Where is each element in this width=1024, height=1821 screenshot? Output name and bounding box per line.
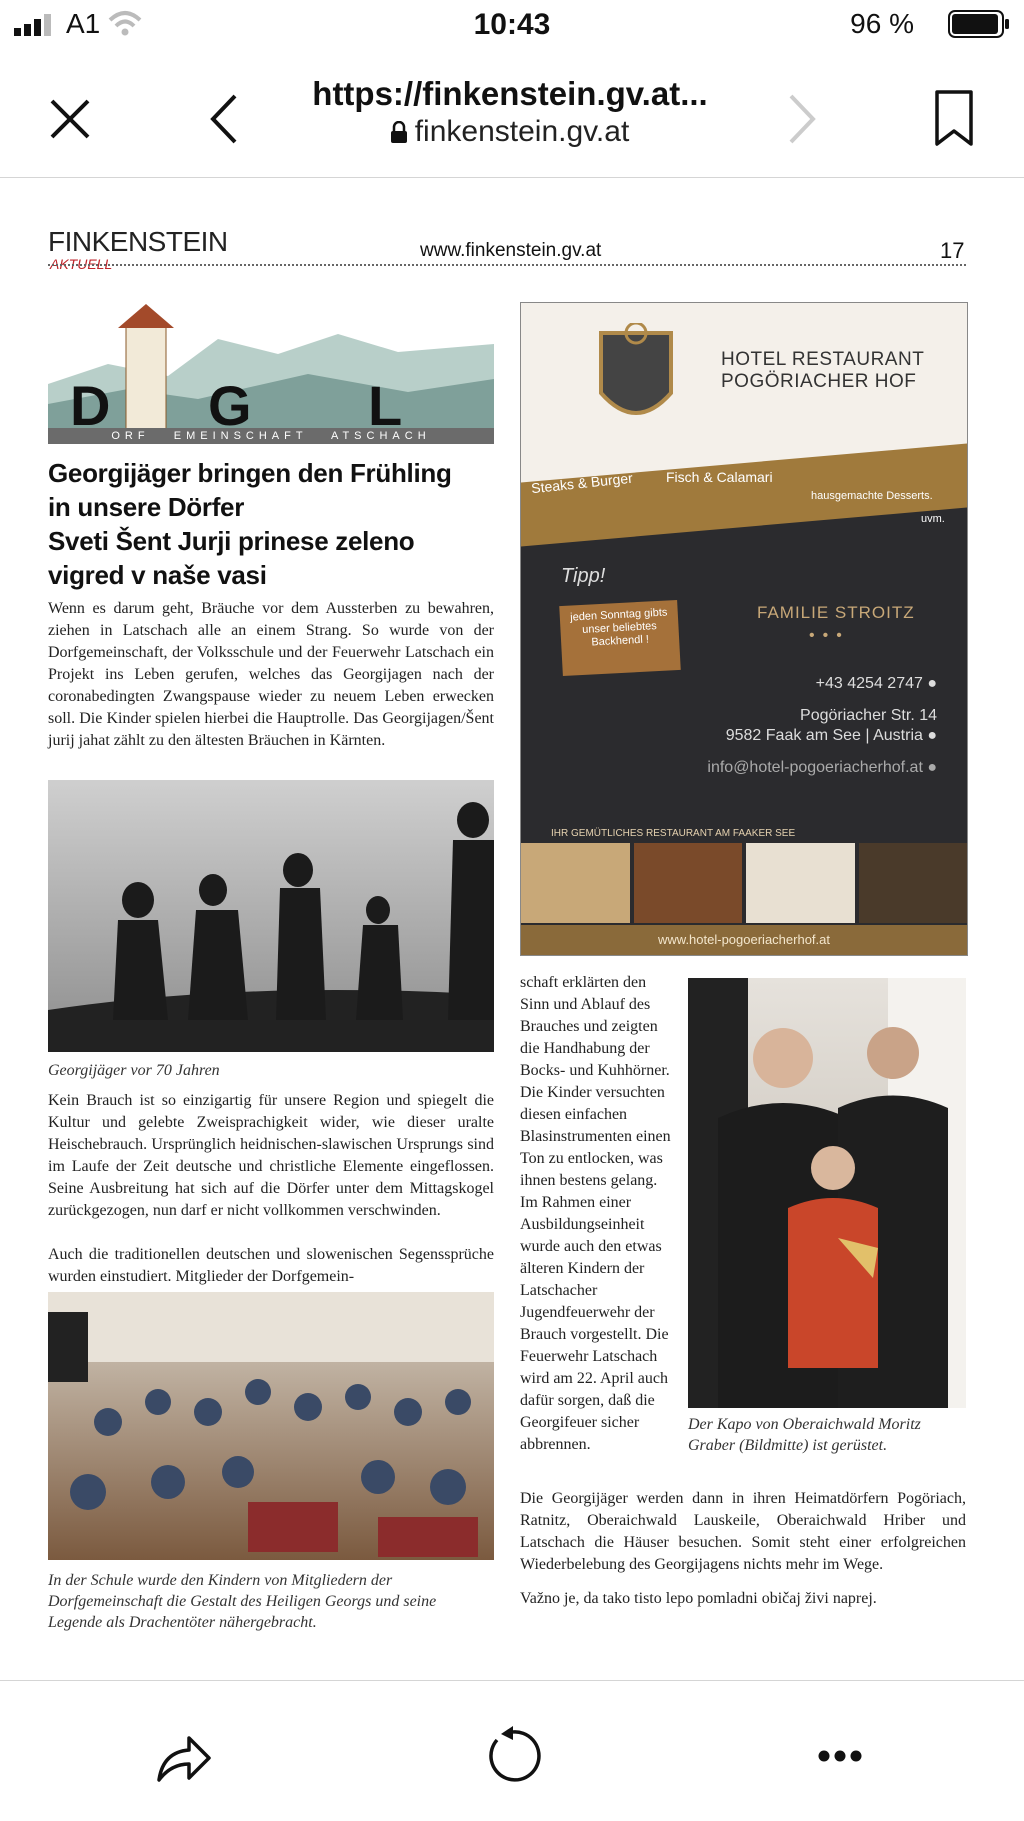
- lock-icon: [391, 121, 407, 143]
- header-rule: [48, 264, 966, 266]
- magazine-page: [0, 178, 1024, 1676]
- portrait-photo: [688, 978, 966, 1408]
- dgl-banner: [48, 304, 494, 444]
- classroom-photo: [48, 1292, 494, 1560]
- forward-icon: [787, 94, 817, 144]
- battery-icon: [948, 10, 1010, 38]
- mountain-illustration: [48, 304, 494, 444]
- bookmark-icon: [934, 89, 974, 147]
- close-button[interactable]: [38, 87, 102, 151]
- magazine-logo-sub: AKTUELL: [50, 256, 113, 272]
- browser-bottom-bar: [0, 1680, 1024, 1821]
- article-paragraph-3: Auch die traditionellen deutschen und slowenischen Segenssprüche wurden einstudiert. Mitglieder der Dorfgemein-: [48, 1246, 494, 1285]
- article-column-2: schaft erklärten den Sinn und Ablauf des Brauches und zeigten die Handhabung der Bocks- und Kuhhörner. Die Kinder versuchten diesen einfachen Blasinstrumenten einen Ton zu entlocken, was ihnen bestens gelang. Im Rahmen einer Ausbildungseinheit wurde auch den etwas älteren Kindern der Latschacher Jugendfeuerwehr der Brauch vorgestellt. Die Feuerwehr Latschach wird am 22. April auch dafür sorgen, daß die Georgifeuer sicher abbrennen.: [520, 974, 671, 1453]
- burger-thumb: [634, 843, 743, 923]
- ad-menu-fish: Fisch & Calamari: [666, 469, 773, 485]
- clock: 10:43: [473, 8, 551, 41]
- magazine-logo: FINKENSTEIN: [48, 226, 228, 257]
- more-button[interactable]: [805, 1721, 875, 1791]
- photo-caption-3: Der Kapo von Oberaichwald Moritz Graber (Bildmitte) ist gerüstet.: [688, 1416, 921, 1454]
- headline-line: in unsere Dörfer: [48, 492, 245, 522]
- restaurant-thumb: [521, 843, 630, 923]
- ad-sunday-sign: jeden Sonntag gibts unser beliebtes Backhendl !: [559, 600, 681, 676]
- ad-family: FAMILIE STROITZ: [757, 603, 915, 622]
- forward-button[interactable]: [770, 87, 834, 151]
- reload-icon: [483, 1726, 543, 1786]
- url-title[interactable]: https://finkenstein.gv.at...: [312, 75, 708, 112]
- classroom-image: [48, 1292, 494, 1560]
- headline-line: Sveti Šent Jurji prinese zeleno: [48, 526, 415, 556]
- article-paragraph-4: Die Georgijäger werden dann in ihren Heimatdörfern Pogöriach, Ratnitz, Oberaichwald Lauskeile, Oberaichwald Hriber und Latschach die Häuser besuchen. Somit steht einer erfolgreichen Wiederbelebung des Georgijagens nichts mehr im Wege.: [520, 1490, 966, 1573]
- hotel-name-line: HOTEL RESTAURANT: [721, 349, 925, 370]
- close-icon: [48, 97, 92, 141]
- ad-strip-text: IHR GEMÜTLICHES RESTAURANT AM FAAKER SEE: [551, 828, 796, 839]
- headline-line: Georgijäger bringen den Frühling: [48, 458, 452, 488]
- page-number: 17: [940, 238, 965, 263]
- banner-letter-g: G: [208, 374, 252, 437]
- ad-tip: Tipp!: [561, 565, 606, 587]
- hotel-name: [721, 349, 924, 393]
- ad-street: Pogöriacher Str. 14: [800, 707, 937, 724]
- ad-thumbnails: [521, 843, 967, 923]
- room-thumb: [746, 843, 855, 923]
- hotel-name-line: POGÖRIACHER HOF: [721, 371, 917, 392]
- back-button[interactable]: [192, 87, 256, 151]
- url-domain[interactable]: [250, 115, 770, 149]
- article-headline: [48, 456, 498, 592]
- share-icon: [155, 1730, 211, 1782]
- domain-text: finkenstein.gv.at: [414, 115, 630, 148]
- more-icon: [818, 1749, 862, 1763]
- ad-city: 9582 Faak am See | Austria ●: [725, 727, 937, 744]
- hotel-crest-icon: [581, 323, 691, 443]
- magazine-website: www.finkenstein.gv.at: [420, 240, 602, 261]
- three-people-image: [688, 978, 966, 1408]
- photo-caption-2: In der Schule wurde den Kindern von Mitgliedern der Dorfgemeinschaft die Gestalt des Heiligen Georgs und seine Legende als Drachentöter nähergebracht.: [48, 1572, 437, 1631]
- banner-letter-l: L: [368, 374, 403, 437]
- historic-photo: [48, 780, 494, 1052]
- hotel-advertisement[interactable]: [520, 302, 968, 956]
- ad-menu-steaks: Steaks & Burger: [530, 469, 634, 497]
- ad-dots: •••: [809, 627, 850, 644]
- ad-phone: +43 4254 2747 ●: [815, 675, 937, 692]
- status-bar: [0, 0, 1024, 50]
- bookmark-button[interactable]: [922, 83, 986, 153]
- dish-thumb: [859, 843, 968, 923]
- banner-letter-d: D: [70, 374, 111, 437]
- silhouette-image: [48, 780, 494, 1052]
- ad-menu-desserts: hausgemachte Desserts.: [811, 490, 933, 502]
- battery-percent: 96 %: [850, 8, 914, 39]
- ad-website[interactable]: www.hotel-pogoeriacherhof.at: [521, 925, 967, 955]
- carrier-label: A1: [66, 8, 101, 39]
- browser-toolbar: [0, 55, 1024, 178]
- share-button[interactable]: [148, 1721, 218, 1791]
- photo-caption-1: Georgijäger vor 70 Jahren: [48, 1062, 220, 1079]
- ad-email: info@hotel-pogoeriacherhof.at ●: [707, 759, 937, 776]
- back-icon: [209, 94, 239, 144]
- article-intro: Wenn es darum geht, Bräuche vor dem Aussterben zu bewahren, ziehen in Latschach alle an einem Strang. So wurde von der Dorfgemeinschaft, der Volksschule und der Feuerwehr Latschach ein Projekt ins Leben gerufen, welches das Georgijagen nach der coronabedingten Zwangspause wieder zu neuem Leben erwecken soll. Die Kinder spielen hierbei die Hauptrolle. Das Georgijagen/Šent jurij jahat zählt zu den ältesten Bräuchen in Kärnten.: [48, 600, 494, 749]
- headline-line: vigred v naše vasi: [48, 560, 267, 590]
- article-paragraph-5: Važno je, da tako tisto lepo pomladni običaj živi naprej.: [520, 1590, 877, 1607]
- article-paragraph-2: Kein Brauch ist so einzigartig für unsere Region und spiegelt die Kultur und gelebte Zweisprachigkeit wider, wie dieser uralte Heischebrauch. Ursprünglich heidnischen-slawischen Ursprungs sind im Laufe der Zeit deutsche und christliche Elemente eingeflossen. Seine Ausbreitung hat sich auf die Dörfer unter dem Mittagskogel zurückgezogen, nun darf er nicht vollkommen verschwinden.: [48, 1092, 494, 1219]
- ad-menu-more: uvm.: [921, 513, 945, 525]
- reload-button[interactable]: [478, 1721, 548, 1791]
- banner-tagline: ORF EMEINSCHAFT ATSCHACH: [111, 430, 431, 442]
